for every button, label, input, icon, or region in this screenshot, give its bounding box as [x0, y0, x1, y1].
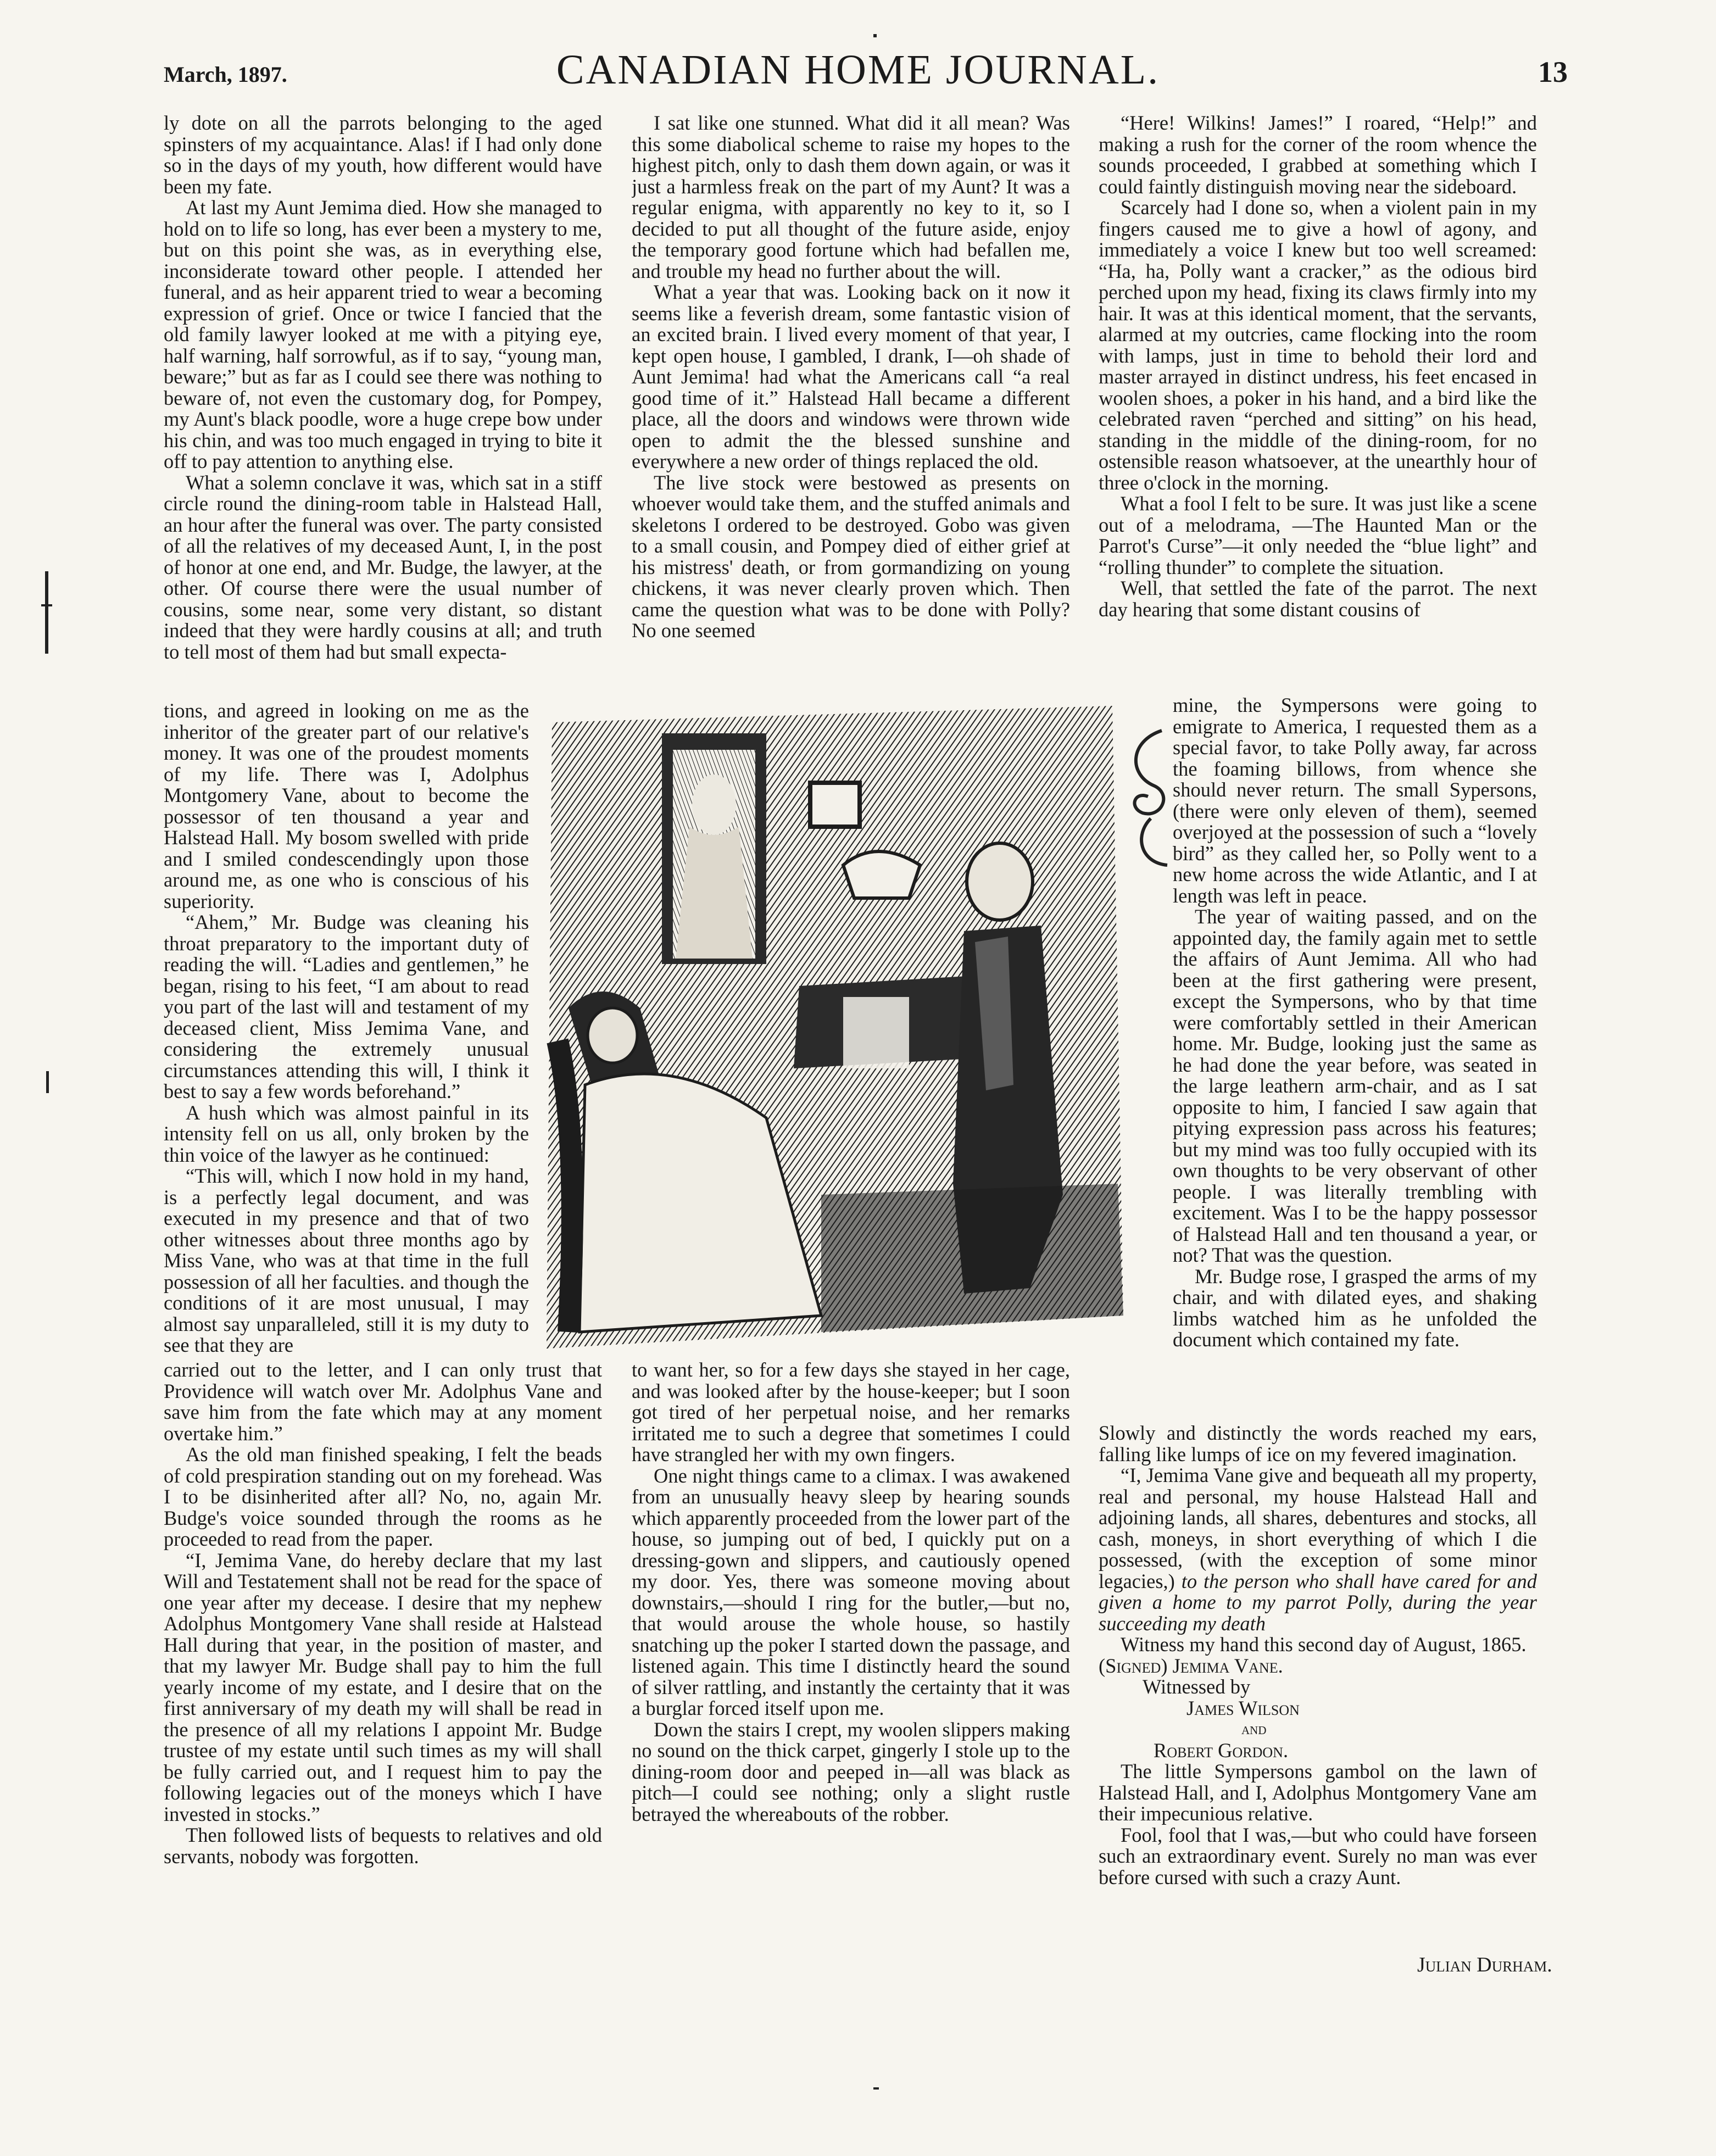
- paragraph: Well, that settled the fate of the parrot. The next day hearing that some distant cousins of: [1099, 577, 1537, 621]
- paragraph: tions, and agreed in looking on me as the inheritor of the greater part of our relative's money. It was one of the proudest moments of my life. There was I, Adolphus Montgomery Vane, about to become the possessor of ten thousand a year and Halstead Hall. My bosom swelled with pride and I smiled condescendingly upon those around me, as one who is conscious of his superiority.: [164, 700, 529, 912]
- witness-name: Robert Gordon.: [1154, 1739, 1289, 1762]
- signed-line: (Signed) Jemima Vane.: [1099, 1654, 1283, 1677]
- paragraph: carried out to the letter, and I can only trust that Providence will watch over Mr. Adolphus Vane and save him from the fate which may at any moment overtake him.”: [164, 1360, 602, 1445]
- paragraph: Then followed lists of bequests to relatives and old servants, nobody was forgotten.: [164, 1824, 602, 1868]
- paragraph: What a fool I felt to be sure. It was just like a scene out of a melodrama, —The Haunted Man or the Parrot's Curse”—it only needed the “blue light” and “rolling thunder” to complete the situation.: [1099, 492, 1537, 578]
- column-1-narrow: [164, 700, 529, 1360]
- ornament-icon: [1123, 725, 1178, 873]
- margin-mark: [873, 2087, 879, 2090]
- journal-title: CANADIAN HOME JOURNAL.: [556, 47, 1160, 93]
- will-text: “I, Jemima Vane give and bequeath all my property, real and personal, my house Halstead Hall and adjoining lands, all shares, debentures and stocks, all cash, moneys, in short everything of which I die possessed, (with the exception of some minor legacies,): [1099, 1464, 1537, 1592]
- column-1-top: [164, 113, 602, 700]
- paragraph: “Ahem,” Mr. Budge was cleaning his throat preparatory to the important duty of reading the will. “Ladies and gentlemen,” he began, rising to his feet, “I am about to read you part of the last will and testament of my deceased client, Miss Jemima Vane, and considering the extremely unusual circumstances attending this will, I think it best to say a few words beforehand.”: [164, 911, 529, 1102]
- paragraph: Slowly and distinctly the words reached my ears, falling like lumps of ice on my fevered imagination.: [1099, 1423, 1537, 1466]
- paragraph: mine, the Sympersons were going to emigrate to America, I requested them as a special favor, to take Polly away, far across the foaming billows, from whence she should never return. The small Sypersons, (there were only eleven of them), seemed overjoyed at the possession of such a “lovely bird” as they called her, so Polly went to a new home across the wide Atlantic, and I at length was left in peace.: [1173, 695, 1537, 907]
- column-2-bottom: [632, 1360, 1070, 1980]
- witnessed-by: Witnessed by: [1143, 1675, 1251, 1698]
- margin-mark: [41, 604, 52, 606]
- paragraph: As the old man finished speaking, I felt the beads of cold prespiration standing out on my forehead. Was I to be disinherited after all? No, no, again Mr. Budge's voice sounded through the rooms as he proceeded to read from the paper.: [164, 1443, 602, 1550]
- column-3-narrow: [1173, 695, 1537, 1423]
- will-condition: to the person who shall have cared for and given a home to my parrot Polly, during the year succeeding my death: [1099, 1569, 1537, 1635]
- page-header: [0, 46, 1716, 107]
- author-signature: Julian Durham.: [1417, 1953, 1552, 1976]
- paragraph: A hush which was almost painful in its intensity fell on us all, only broken by the thin voice of the lawyer as he continued:: [164, 1101, 529, 1166]
- paragraph: The year of waiting passed, and on the appointed day, the family again met to settle the affairs of Aunt Jemima. All who had been at the first gathering were present, except the Sympersons, who by that time were comfortably settled in their American home. Mr. Budge, looking just the same as he had done the year before, was seated in the large leathern arm-chair, and as I sat opposite to him, I fancied I saw again that pitying expression pass across his features; but my mind was too fully occupied with its own thoughts to be very observant of other people. I was literally trembling with excitement. Was I to be the happy possessor of Halstead Hall and ten thousand a year, or not? That was the question.: [1173, 905, 1537, 1266]
- paragraph: ly dote on all the parrots belonging to the aged spinsters of my acquaintance. Alas! if I had only done so in the days of my youth, how different would have been my fate.: [164, 113, 602, 198]
- paragraph: Mr. Budge rose, I grasped the arms of my chair, and with dilated eyes, and shaking limbs watched him as he unfolded the document which contained my fate.: [1173, 1264, 1537, 1351]
- issue-date: March, 1897.: [164, 62, 287, 87]
- paragraph: The live stock were bestowed as presents on whoever would take them, and the stuffed animals and skeletons I ordered to be destroyed. Gobo was given to a small cousin, and Pompey died of either grief at his mistress' death, or from gormandizing on young chickens, it was never clearly proven which. Then came the question what was to be done with Polly? No one seemed: [632, 471, 1070, 642]
- column-3-bottom: [1099, 1423, 1537, 1988]
- paragraph: Fool, fool that I was,—but who could have forseen such an extraordinary event. Surely no man was ever before cursed with such a crazy Aunt.: [1099, 1823, 1537, 1888]
- paragraph: to want her, so for a few days she stayed in her cage, and was looked after by the house-keeper; but I soon got tired of her perpetual noise, and her remarks irritated me to such a degree that sometimes I could have strangled her with my own fingers.: [632, 1360, 1070, 1466]
- witness-and: and: [1241, 1720, 1267, 1738]
- paragraph: At last my Aunt Jemima died. How she managed to hold on to life so long, has ever been a mystery to me, but on this point she was, as in everything else, inconsiderate toward other people. I attended her funeral, and as heir apparent tried to wear a becoming expression of grief. Once or twice I fancied that the old family lawyer looked at me with a pitying eye, half warning, half sorrowful, as if to say, “young man, beware;” but as far as I could see there was nothing to beware of, not even the customary dog, for Pompey, my Aunt's black poodle, wore a huge crepe bow under his chin, and was too much engaged in trying to bite it off to pay attention to anything else.: [164, 196, 602, 472]
- paragraph: Down the stairs I crept, my woolen slippers making no sound on the thick carpet, gingerly I stole up to the dining-room door and peeped in—all was black as pitch—I could see nothing; only a slight rustle betrayed the whereabouts of the robber.: [632, 1718, 1070, 1825]
- paragraph: “This will, which I now hold in my hand, is a perfectly legal document, and was executed in my presence and that of two other witnesses about three months ago by Miss Vane, who was at that time in the full possession of all her faculties. and though the conditions of it are most unusual, I may almost say unparalleled, still it is my duty to see that they are: [164, 1165, 529, 1356]
- paragraph: What a solemn conclave it was, which sat in a stiff circle round the dining-room table in Halstead Hall, an hour after the funeral was over. The party consisted of all the relatives of my deceased Aunt, I, in the post of honor at one end, and Mr. Budge, the lawyer, at the other. Of course there were the usual number of cousins, some near, some very distant, so distant indeed that they were hardly cousins at all; and truth to tell most of them had but small expecta-: [164, 471, 602, 663]
- will-quote: [1099, 1465, 1537, 1634]
- paragraph: “I, Jemima Vane, do hereby declare that my last Will and Testatement shall not be read for the space of one year after my decease. I desire that my nephew Adolphus Montgomery Vane shall reside at Halstead Hall during that year, in the position of master, and that my lawyer Mr. Budge shall pay to him the full yearly income of my estate, and I desire that on the first anniversary of my death my will shall be read in the presence of all my relations I appoint Mr. Budge trustee of my estate until such times as my will shall be fully carried out, and I request him to pay the following legacies out of the moneys which I have invested in stocks.”: [164, 1548, 602, 1825]
- column-1-bottom: [164, 1360, 602, 1975]
- paragraph: Scarcely had I done so, when a violent pain in my fingers caused me to give a howl of agony, and immediately a voice I knew but too well screamed: “Ha, ha, Polly want a cracker,” as the odious bird perched upon my head, fixing its claws firmly into my hair. It was at this identical moment, that the servants, alarmed at my outcries, came flocking into the room with lamps, just in time to behold their lord and master arrayed in distinct undress, his feet encased in woolen shoes, a poker in his hand, and a bird like the celebrated raven “perched and sitting” on his head, standing in the middle of the dining-room, for no ostensible reason whatsoever, at the unearthly hour of three o'clock in the morning.: [1099, 196, 1537, 494]
- witness-line: Witness my hand this second day of August, 1865.: [1121, 1633, 1526, 1656]
- column-3-top: [1099, 113, 1537, 695]
- paragraph: I sat like one stunned. What did it all mean? Was this some diabolical scheme to raise my hopes to the highest pitch, only to dash them down again, or was it just a harmless freak on the part of my Aunt? It was a regular enigma, with apparently no key to it, so I decided to put all thought of the future aside, enjoy the temporary good fortune which had befallen me, and trouble my head no further about the will.: [632, 113, 1070, 282]
- paragraph: The little Sympersons gambol on the lawn of Halstead Hall, and I, Adolphus Montgomery Vane am their impecunious relative.: [1099, 1760, 1537, 1825]
- page-number: 13: [1538, 55, 1568, 88]
- column-2-top: [632, 113, 1070, 695]
- margin-mark: [873, 34, 877, 37]
- witness-name: James Wilson: [1186, 1696, 1300, 1719]
- paragraph: What a year that was. Looking back on it now it seems like a feverish dream, some fantastic vision of an excited brain. I lived every moment of that year, I kept open house, I gambled, I drank, I—oh shade of Aunt Jemima! had what the Americans call “a real good time of it.” Halstead Hall became a different place, all the doors and windows were thrown wide open to admit the the blessed sunshine and everywhere a new order of things replaced the old.: [632, 281, 1070, 472]
- margin-mark: [46, 1071, 49, 1093]
- paragraph: One night things came to a climax. I was awakened from an unusually heavy sleep by hearing sounds which apparently proceeded from the lower part of the house, so jumping out of bed, I quickly put on a dressing-gown and slippers, and cautiously opened my door. Yes, there was someone moving about downstairs,—should I ring for the butler,—but no, that would arouse the whole house, so hastily snatching up the poker I started down the passage, and listened again. This time I distinctly heard the sound of silver rattling, and instantly the certainty that it was a burglar forced itself upon me.: [632, 1464, 1070, 1719]
- paragraph: “Here! Wilkins! James!” I roared, “Help!” and making a rush for the corner of the room whence the sounds proceeded, I grabbed at something which I could faintly distinguish moving near the sideboard.: [1099, 113, 1537, 198]
- story-illustration: [536, 700, 1134, 1354]
- margin-mark: [45, 571, 48, 654]
